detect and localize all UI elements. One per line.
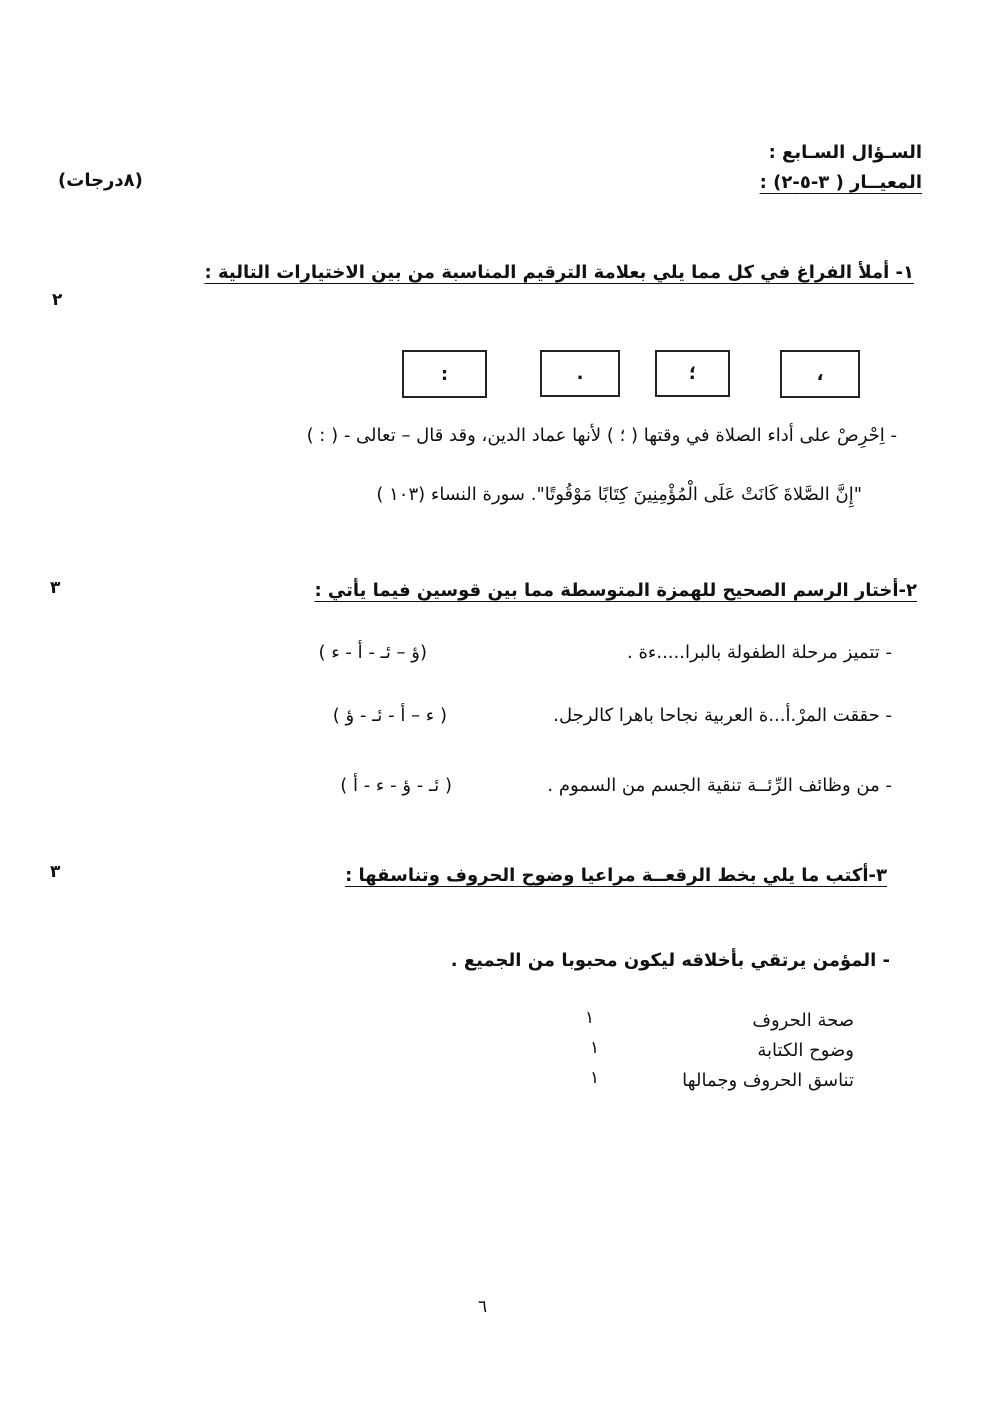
criterion-label: المعيــار ( ٣-٥-٢) : [759,172,922,193]
option-box-semicolon [655,350,730,397]
q2-item3-choices: ( ئـ - ؤ - ء - أ ) [340,775,452,796]
rubric-label: صحة الحروف [752,1010,854,1031]
option-box-comma [780,350,860,398]
q2-item3-sentence: - من وظائف الرِّئــة تنقية الجسم من السموم . [547,775,892,796]
q3-sentence: - المؤمن يرتقي بأخلاقه ليكون محبوبا من الجميع . [450,950,890,971]
q1-sentence-line2: "إِنَّ الصَّلاةَ كَانَتْ عَلَى الْمُؤْمِنِينَ كِتَابًا مَوْقُوتًا". سورة النساء (١٠٣ ) [376,484,862,505]
q1-title: ١- أملأ الفراغ في كل مما يلي بعلامة الترقيم المناسبة من بين الاختيارات التالية : [204,262,914,283]
rubric-points: ١ [585,1008,595,1028]
q1-marks: ٢ [52,290,63,310]
q2-marks: ٣ [50,578,61,598]
question-title: السـؤال السـابع : [768,142,922,163]
option-box-colon [402,350,487,398]
q1-sentence-line1: - اِحْرِصْ على أداء الصلاة في وقتها ( ؛ ) لأنها عماد الدين، وقد قال – تعالى - ( : ) [306,425,897,446]
rubric-points: ١ [590,1038,600,1058]
q2-item2-sentence: - حققت المرْ.أ...ة العربية نجاحا باهرا كالرجل. [553,705,892,726]
total-marks: (٨درجات) [58,170,143,191]
q2-item1-sentence: - تتميز مرحلة الطفولة بالبرا.....ءة . [627,642,892,663]
rubric-label: تناسق الحروف وجمالها [682,1070,854,1091]
q3-marks: ٣ [50,862,61,882]
q3-title: ٣-أكتب ما يلي بخط الرقعــة مراعيا وضوح الحروف وتناسقها : [345,865,887,886]
option-colon: : [440,363,449,385]
option-semicolon: ؛ [688,363,697,384]
q2-item1-choices: (ؤ – ئـ - أ - ء ) [318,642,427,663]
option-box-period [540,350,620,397]
rubric-points: ١ [590,1068,600,1088]
q2-item2-choices: ( ء – أ - ئـ - ؤ ) [332,705,447,726]
page-number: ٦ [478,1297,488,1317]
q2-title: ٢-أختار الرسم الصحيح للهمزة المتوسطة مما بين قوسين فيما يأتي : [314,580,917,601]
option-comma: ، [816,363,824,385]
rubric-label: وضوح الكتابة [757,1040,854,1061]
option-period: . [576,363,584,384]
